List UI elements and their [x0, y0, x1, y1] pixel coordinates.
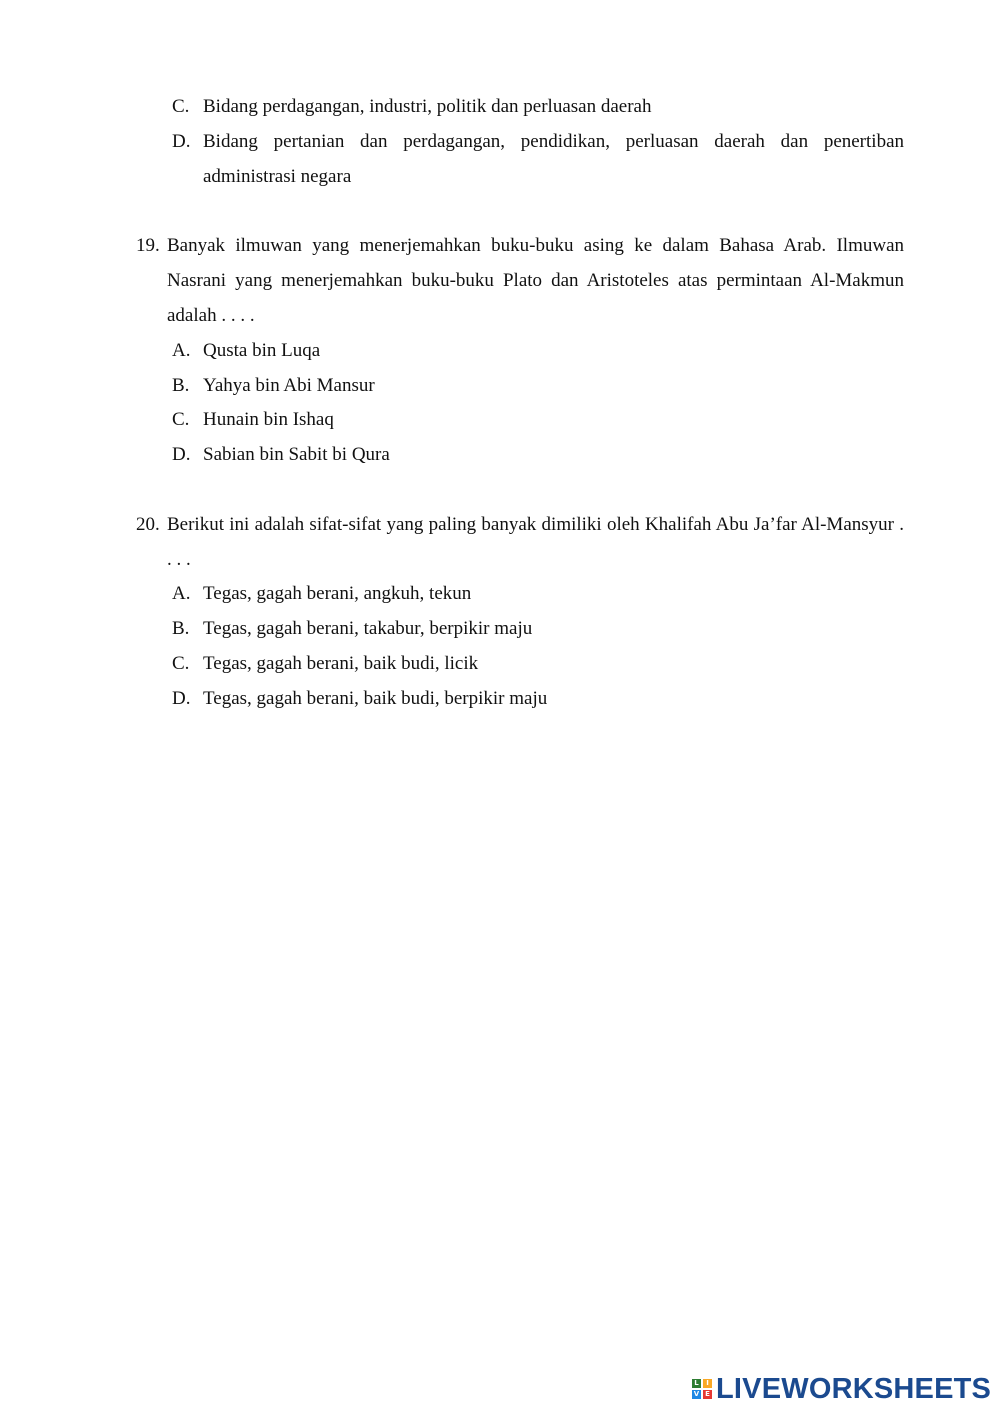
option-letter: D. — [172, 131, 191, 152]
q19-option-a[interactable] — [172, 333, 904, 368]
question-text: Berikut ini adalah sifat-sifat yang paling banyak dimiliki oleh Khalifah Abu Ja’far Al-Mansyur . . . . — [167, 514, 904, 570]
logo-mark-v: V — [693, 1390, 700, 1398]
liveworksheets-logo-icon — [692, 1379, 712, 1399]
option-letter: D. — [172, 444, 191, 465]
q20-option-c[interactable] — [172, 646, 904, 681]
option-text: Bidang perdagangan, industri, politik dan perluasan daerah — [203, 96, 652, 117]
q19-option-d[interactable] — [172, 437, 904, 472]
option-text: Tegas, gagah berani, takabur, berpikir maju — [203, 618, 533, 639]
option-letter: A. — [172, 583, 191, 604]
option-letter: B. — [172, 618, 190, 639]
option-text: Tegas, gagah berani, baik budi, berpikir maju — [203, 688, 548, 709]
question-text: Banyak ilmuwan yang menerjemahkan buku-buku asing ke dalam Bahasa Arab. Ilmuwan Nasrani yang menerjemahkan buku-buku Plato dan Aristoteles atas permintaan Al-Makmun adalah . . . . — [167, 235, 904, 326]
option-text: Bidang pertanian dan perdagangan, pendidikan, perluasan daerah dan penertiban administrasi negara — [203, 131, 904, 187]
question-20 — [136, 507, 904, 577]
option-text: Hunain bin Ishaq — [203, 409, 334, 430]
question-number: 20. — [136, 514, 160, 535]
option-letter: D. — [172, 688, 191, 709]
q20-option-b[interactable] — [172, 611, 904, 646]
option-letter: B. — [172, 375, 190, 396]
option-text: Tegas, gagah berani, angkuh, tekun — [203, 583, 472, 604]
option-text: Qusta bin Luqa — [203, 340, 321, 361]
option-letter: C. — [172, 409, 190, 430]
question-number: 19. — [136, 235, 160, 256]
option-letter: A. — [172, 340, 191, 361]
logo-mark-l: L — [692, 1379, 701, 1388]
logo-mark-i: I — [703, 1379, 712, 1388]
option-letter: C. — [172, 653, 190, 674]
q18-option-c — [172, 89, 904, 124]
logo-mark-e: E — [703, 1390, 712, 1399]
q20-option-d[interactable] — [172, 681, 904, 716]
liveworksheets-logo — [692, 1371, 991, 1407]
q20-option-a[interactable] — [172, 576, 904, 611]
q19-option-b[interactable] — [172, 368, 904, 403]
q18-option-d — [172, 124, 904, 194]
option-text: Tegas, gagah berani, baik budi, licik — [203, 653, 479, 674]
option-letter: C. — [172, 96, 190, 117]
option-text: Sabian bin Sabit bi Qura — [203, 444, 390, 465]
option-text: Yahya bin Abi Mansur — [203, 375, 375, 396]
liveworksheets-logo-text: LIVEWORKSHEETS — [716, 1372, 992, 1405]
question-19 — [136, 228, 904, 333]
q19-option-c[interactable] — [172, 402, 904, 437]
